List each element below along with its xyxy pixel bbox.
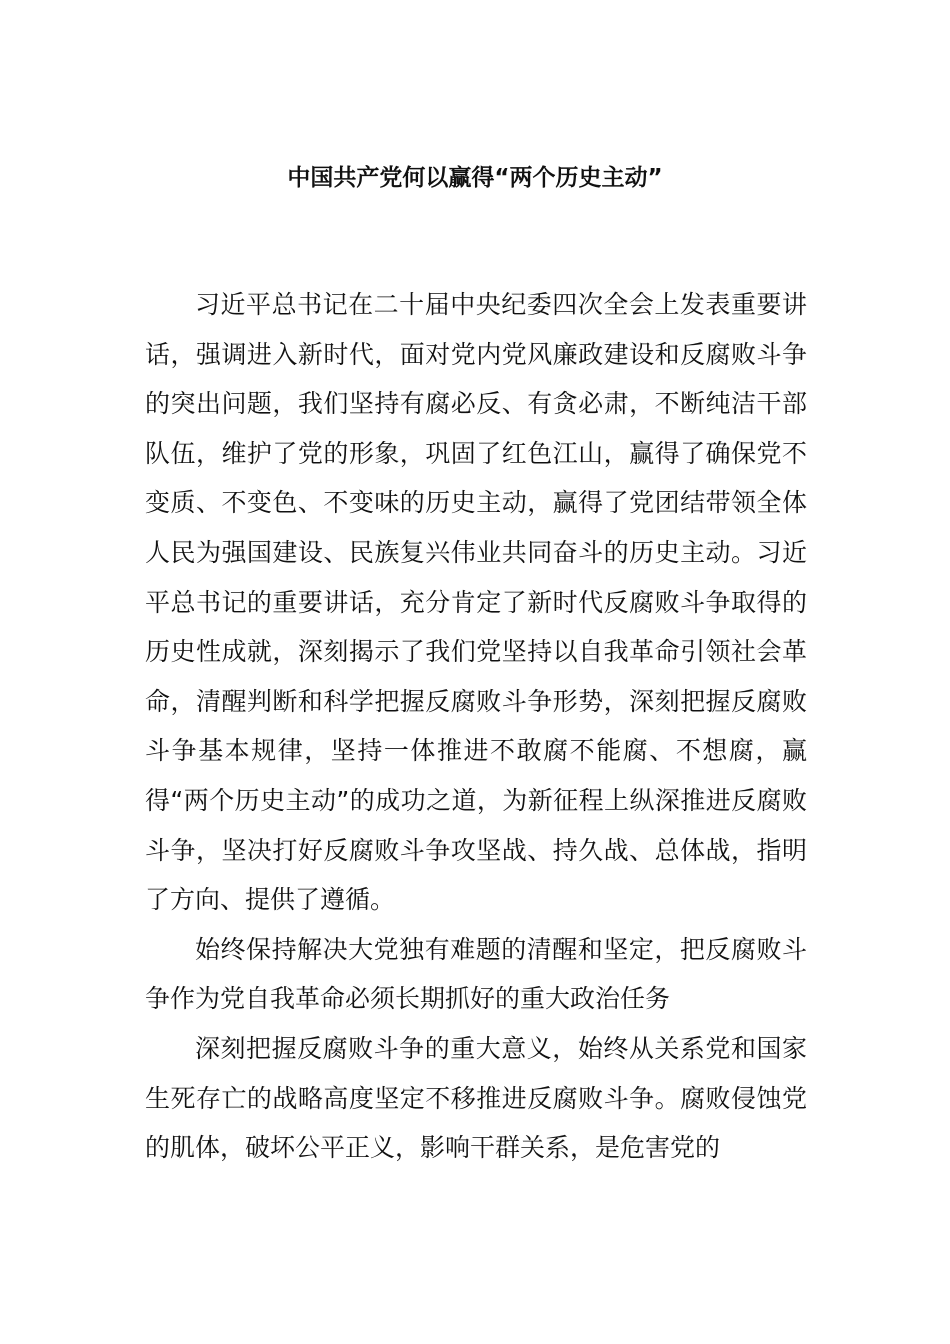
paragraph-significance: 深刻把握反腐败斗争的重大意义，始终从关系党和国家生死存亡的战略高度坚定不移推进反腐败斗争。腐败侵蚀党的肌体，破坏公平正义，影响干群关系，是危害党的 [145,1033,807,1163]
paragraph-intro: 习近平总书记在二十届中央纪委四次全会上发表重要讲话，强调进入新时代，面对党内党风廉政建设和反腐败斗争的突出问题，我们坚持有腐必反、有贪必肃，不断纯洁干部队伍，维护了党的形象，巩固了红色江山，赢得了确保党不变质、不变色、不变味的历史主动，赢得了党团结带领全体人民为强国建设、民族复兴伟业共同奋斗的历史主动。习近平总书记的重要讲话，充分肯定了新时代反腐败斗争取得的历史性成就，深刻揭示了我们党坚持以自我革命引领社会革命，清醒判断和科学把握反腐败斗争形势，深刻把握反腐败斗争基本规律，坚持一体推进不敢腐不能腐、不想腐，赢得“两个历史主动”的成功之道，为新征程上纵深推进反腐败斗争，坚决打好反腐败斗争攻坚战、持久战、总体战，指明了方向、提供了遵循。 [145,290,807,915]
paragraph-section-heading: 始终保持解决大党独有难题的清醒和坚定，把反腐败斗争作为党自我革命必须长期抓好的重大政治任务 [145,934,807,1014]
document-body [145,280,807,1173]
document-title: 中国共产党何以赢得“两个历史主动” [287,165,663,191]
